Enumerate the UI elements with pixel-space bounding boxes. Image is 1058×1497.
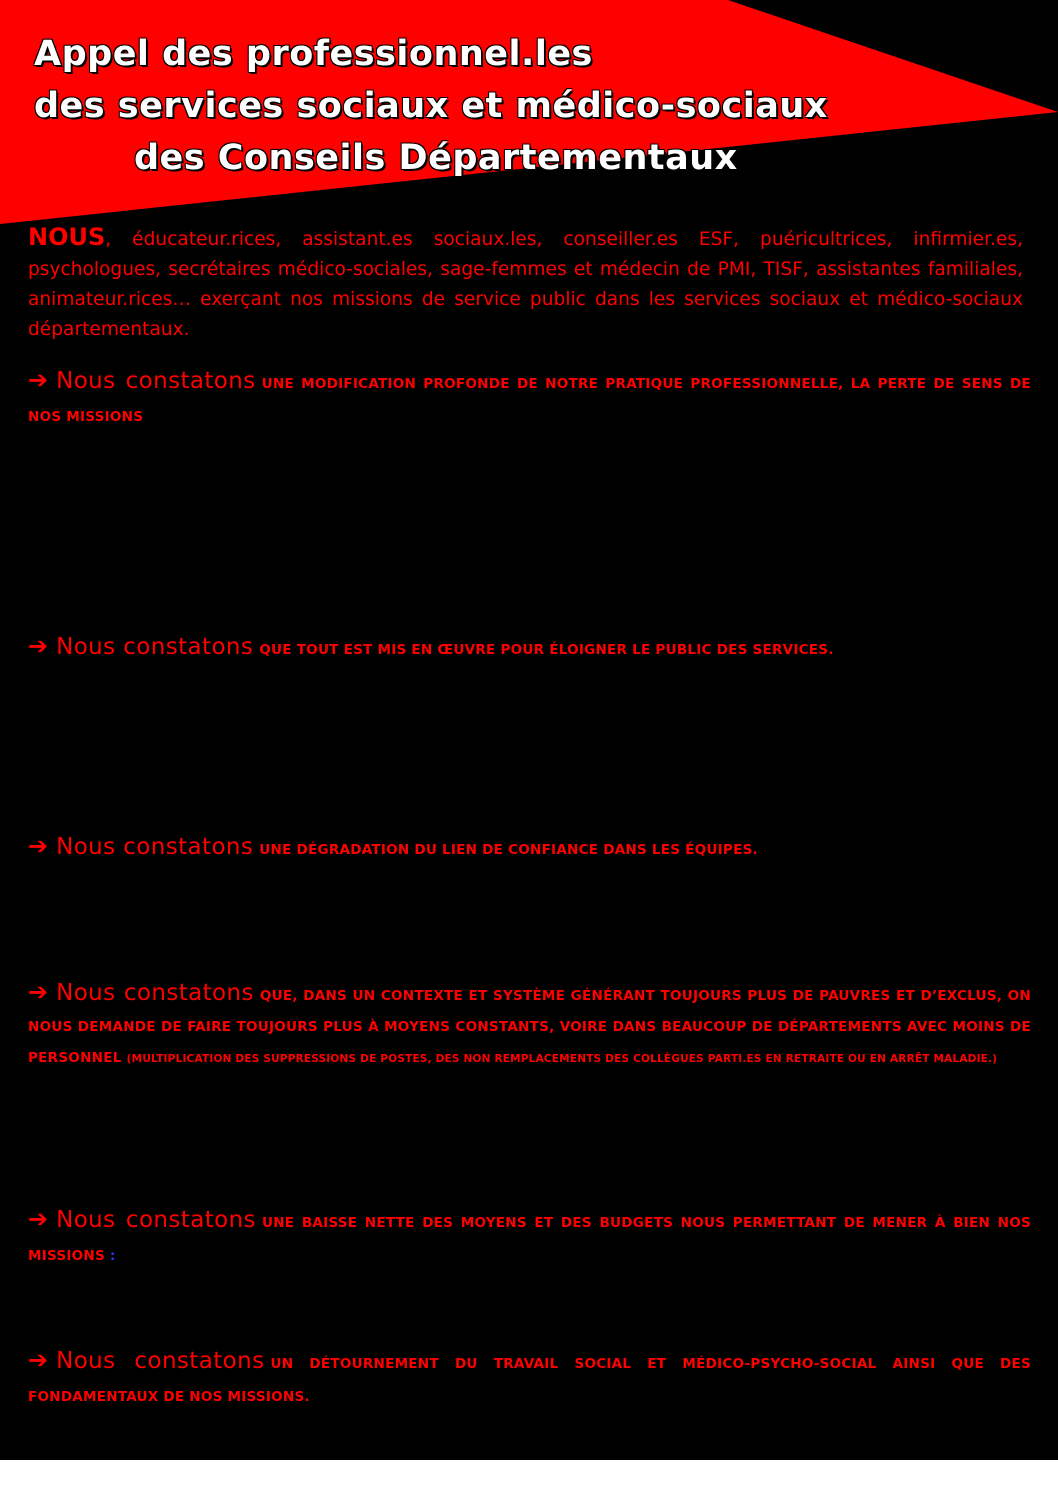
statement-text: UN DÉTOURNEMENT DU TRAVAIL SOCIAL ET MÉDICO-PSYCHO-SOCIAL AINSI QUE DES FONDAMENTAUX DE NOS MISSIONS. (28, 1356, 1032, 1405)
statement-2 (28, 630, 1031, 666)
statement-3 (28, 830, 1031, 866)
statement-suffix: : (104, 1248, 116, 1264)
arrow-icon: ➔ (28, 978, 49, 1006)
statement-lead: Nous constatons (56, 1207, 256, 1233)
intro-lead: NOUS (28, 223, 106, 251)
intro-text: , éducateur.rices, assistant.es sociaux.les, conseiller.es ESF, puéricultrices, infirmier.es, psychologues, secrétaires médico-sociales, sage-femmes et médecin de PMI, TISF, assistantes familiales, animateur.rices… exerçant nos missions de service public dans les services sociaux et médico-sociaux départementaux. (28, 229, 1023, 340)
statement-text: QUE TOUT EST MIS EN ŒUVRE POUR ÉLOIGNER LE PUBLIC DES SERVICES. (259, 642, 834, 658)
arrow-icon: ➔ (28, 632, 49, 660)
statement-text: UNE DÉGRADATION DU LIEN DE CONFIANCE DANS LES ÉQUIPES. (259, 842, 758, 858)
statement-lead: Nous constatons (56, 368, 256, 394)
arrow-icon: ➔ (28, 832, 49, 860)
arrow-icon: ➔ (28, 366, 49, 394)
header-banner (0, 0, 1058, 230)
statement-note: (MULTIPLICATION DES SUPPRESSIONS DE POSTES, DES NON REMPLACEMENTS DES COLLÈGUES PARTI.ES EN RETRAITE OU EN ARRÊT MALADIE.) (126, 1053, 998, 1065)
statement-5 (28, 1203, 1031, 1272)
title-line-1: Appel des professionnel.les (34, 34, 593, 74)
arrow-icon: ➔ (28, 1346, 49, 1374)
page-title (34, 28, 828, 184)
statement-lead: Nous constatons (56, 980, 254, 1006)
statement-lead: Nous constatons (56, 1348, 265, 1374)
arrow-icon: ➔ (28, 1205, 49, 1233)
statement-4 (28, 977, 1031, 1074)
statement-6 (28, 1344, 1031, 1413)
statement-lead: Nous constatons (56, 834, 254, 860)
title-line-2: des services sociaux et médico-sociaux (34, 86, 828, 126)
statement-lead: Nous constatons (56, 634, 254, 660)
statement-text: UNE BAISSE NETTE DES MOYENS ET DES BUDGETS NOUS PERMETTANT DE MENER À BIEN NOS MISSIONS (28, 1215, 1032, 1264)
title-line-3: des Conseils Départementaux (134, 138, 738, 178)
intro-paragraph (28, 222, 1023, 345)
statement-text: QUE, DANS UN CONTEXTE ET SYSTÈME GÉNÉRANT TOUJOURS PLUS DE PAUVRES ET D’EXCLUS, ON NOUS DEMANDE DE FAIRE TOUJOURS PLUS À MOYENS CONSTANTS, VOIRE DANS BEAUCOUP DE DÉPARTEMENTS AVEC MOINS DE PERSONNEL (28, 988, 1031, 1066)
statement-text: UNE MODIFICATION PROFONDE DE NOTRE PRATIQUE PROFESSIONNELLE, LA PERTE DE SENS DE NOS MISSIONS (28, 376, 1032, 425)
statement-1 (28, 364, 1031, 433)
